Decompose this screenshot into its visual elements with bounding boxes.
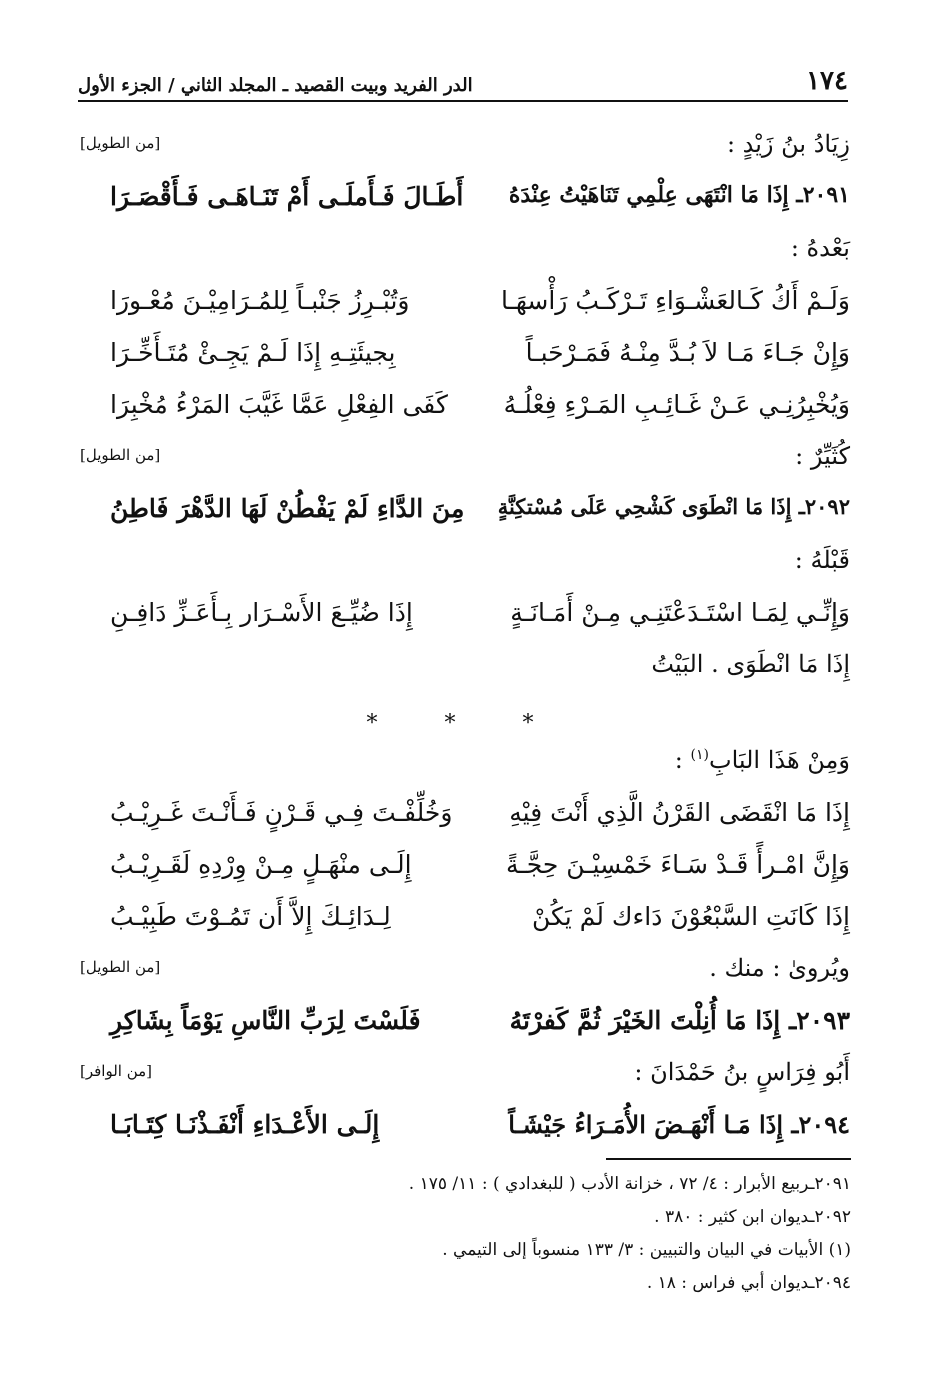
first-hemistich <box>508 1110 850 1139</box>
narration-text <box>709 954 850 982</box>
text: إِذَا مَا انْطَوَى . البَيْتُ <box>651 650 850 678</box>
first-hemistich <box>532 902 850 931</box>
first-hemistich <box>526 338 850 367</box>
verse-line <box>80 902 850 954</box>
text: وَإِنَّ امْـرأً قَـدْ سَـاءَ خَمْسِيْـنَ حِجَّـةً <box>506 850 850 879</box>
narration-line <box>80 954 850 1006</box>
narration-text <box>651 650 850 678</box>
footnote-ref: (١) <box>690 747 709 763</box>
second-hemistich: إِلَـى منْهَـلٍ مِـنْ وِرْدِهِ لَقَـرِيْـبُ <box>110 850 412 879</box>
narration-text <box>795 442 850 470</box>
second-hemistich: وَتُبْـرِزُ جَنْبـاً لِلمُـرَامِيْـنَ مُعْـورَا <box>110 286 410 315</box>
meter-label: [من الطويل] <box>80 958 161 976</box>
second-hemistich: إِلَـى الأَعْـدَاءِ أَنْفَـذْنَـا كِتَـابَـا <box>110 1110 380 1139</box>
second-hemistich: فَلَسْتَ لِرَبِّ النَّاسِ يَوْمَاً بِشَاكِرِ <box>110 1006 421 1035</box>
text: إِذَا مَا انْقَضَى القَرْنُ الَّذِي أَنْتَ فِيْهِ <box>509 798 850 827</box>
footnote: ٢٠٩٤ـديوان أبي فراس : ١٨ . <box>646 1273 851 1293</box>
text: كُثَيِّرٌ : <box>795 442 850 470</box>
text: ٢٠٩١ـ إِذَا مَا انْتَهَى عِلْمِي تَنَاهَيْتُ عِنْدَهُ <box>508 182 850 208</box>
footnote: (١) الأبيات في البيان والتبيين : ٣/ ١٣٣ منسوباً إلى التيمي . <box>442 1240 851 1260</box>
first-hemistich <box>498 494 850 519</box>
text: ٢٠٩٣ـ إِذَا مَا أُنِلْتَ الخَيْرَ ثُمَّ كَفرْتَهُ <box>509 1006 850 1035</box>
text: زِيَادُ بنُ زَيْدٍ : <box>726 130 850 158</box>
second-hemistich: بِجيئَتِـهِ إِذَا لَـمْ يَجِـئْ مُتَـأَخِّـرَا <box>110 338 396 367</box>
meter-label: [من الوافر] <box>80 1062 153 1080</box>
narration-line <box>80 1058 850 1110</box>
narration-text <box>791 234 850 262</box>
meter-label: [من الطويل] <box>80 446 161 464</box>
narration-line <box>80 650 850 702</box>
narration-line <box>80 234 850 286</box>
text: ويُروىٰ : منك . <box>709 954 850 982</box>
meter-label: [من الطويل] <box>80 134 161 152</box>
footnotes <box>151 1160 851 1300</box>
text: وَإِنْ جَـاءَ مَـا لاَ بُـدَّ مِنْـهُ فَمَـرْحَبـاً <box>525 338 850 367</box>
verse-line <box>80 598 850 650</box>
text: وَإِنِّـي لِمَـا اسْتَـدَعْتَنِـي مِـنْ أَمَـانَـةٍ <box>510 598 850 627</box>
verse-line <box>80 850 850 902</box>
narration-line <box>80 130 850 182</box>
verse-line <box>80 798 850 850</box>
second-hemistich: مِنَ الدَّاءِ لَمْ يَفْطُنْ لَهَا الدَّهْرَ فَاطِنُ <box>110 494 465 523</box>
text: وَلَـمْ أَكُ كَـالعَشْـوَاءِ تَـرْكَـبُ رَأْسهَـا <box>500 286 850 315</box>
first-hemistich <box>510 598 850 627</box>
narration-text <box>795 546 850 574</box>
text: ٢٠٩٤ـ إِذَا مَـا أَنْهَـضَ الأُمَـرَاءُ جَيْشَـاً <box>508 1110 850 1139</box>
first-hemistich <box>510 1006 850 1035</box>
second-hemistich: إِذَا ضُيِّـعَ الأَسْـرَار بِـأَعَـزِّ دَافِـنِ <box>110 598 413 627</box>
section-divider: * * * <box>366 711 564 736</box>
second-hemistich: وَخُلِّفْـتَ فِـي قَـرْنٍ فَـأَنْـتَ غَـرِيْـبُ <box>110 798 453 827</box>
first-hemistich <box>509 798 850 827</box>
verse-line <box>80 182 850 234</box>
text-tail: : <box>674 746 691 774</box>
verse-line <box>80 286 850 338</box>
running-title: الدر الفريد وبيت القصيد ـ المجلد الثاني / الجزء الأول <box>78 75 473 96</box>
text: بَعْدهُ : <box>790 234 850 262</box>
first-hemistich <box>504 390 850 419</box>
verse-line <box>80 390 850 442</box>
text: إِذَا كَانَتِ السَّبْعُوْنَ دَاءك لَمْ يَكُنْ <box>531 902 850 931</box>
narration-line <box>80 442 850 494</box>
page-number: ١٧٤ <box>806 66 848 96</box>
second-hemistich: أَطَـالَ فَـأَملَـى أَمْ تَنَـاهَـى فَـأَقْصَـرَا <box>110 182 464 211</box>
verse-line <box>80 338 850 390</box>
second-hemistich: لِـدَائِـكَ إِلاَّ أَن تَمُـوْتَ طَبِيْـبُ <box>110 902 391 931</box>
first-hemistich <box>509 182 850 208</box>
text: وَيُخْبِرُنِـي عَـنْ غَـائِـبِ المَـرْءِ فِعْلُـهُ <box>503 390 850 419</box>
text: أَبُو فِرَاسٍ بنُ حَمْدَانَ : <box>634 1058 850 1086</box>
narration-line <box>80 546 850 598</box>
text: وَمِنْ هَذَا البَابِ <box>708 746 850 774</box>
text: قَبْلَهُ : <box>794 546 850 574</box>
page-header <box>78 56 848 102</box>
narration-text <box>634 1058 850 1086</box>
narration-line <box>80 746 850 798</box>
footnote: ٢٠٩١ـربيع الأبرار : ٤/ ٧٢ ، خزانة الأدب ( للبغدادي ) : ١١/ ١٧٥ . <box>408 1174 851 1194</box>
footnote: ٢٠٩٢ـديوان ابن كثير : ٣٨٠ . <box>654 1207 851 1227</box>
first-hemistich <box>506 850 850 879</box>
verse-line <box>80 1110 850 1162</box>
narration-text <box>675 746 850 774</box>
verse-line <box>80 1006 850 1058</box>
second-hemistich: كَفَى الفِعْلِ عَمَّا غَيَّبَ المَرْءُ مُخْبِرَا <box>110 390 448 419</box>
narration-text <box>727 130 850 158</box>
verse-line <box>80 494 850 546</box>
poem-body <box>80 130 850 1162</box>
text: ٢٠٩٢ـ إِذَا مَا انْطَوَى كَشْحِي عَلَى مُسْتكِنَّةٍ <box>497 494 850 519</box>
first-hemistich <box>501 286 850 315</box>
